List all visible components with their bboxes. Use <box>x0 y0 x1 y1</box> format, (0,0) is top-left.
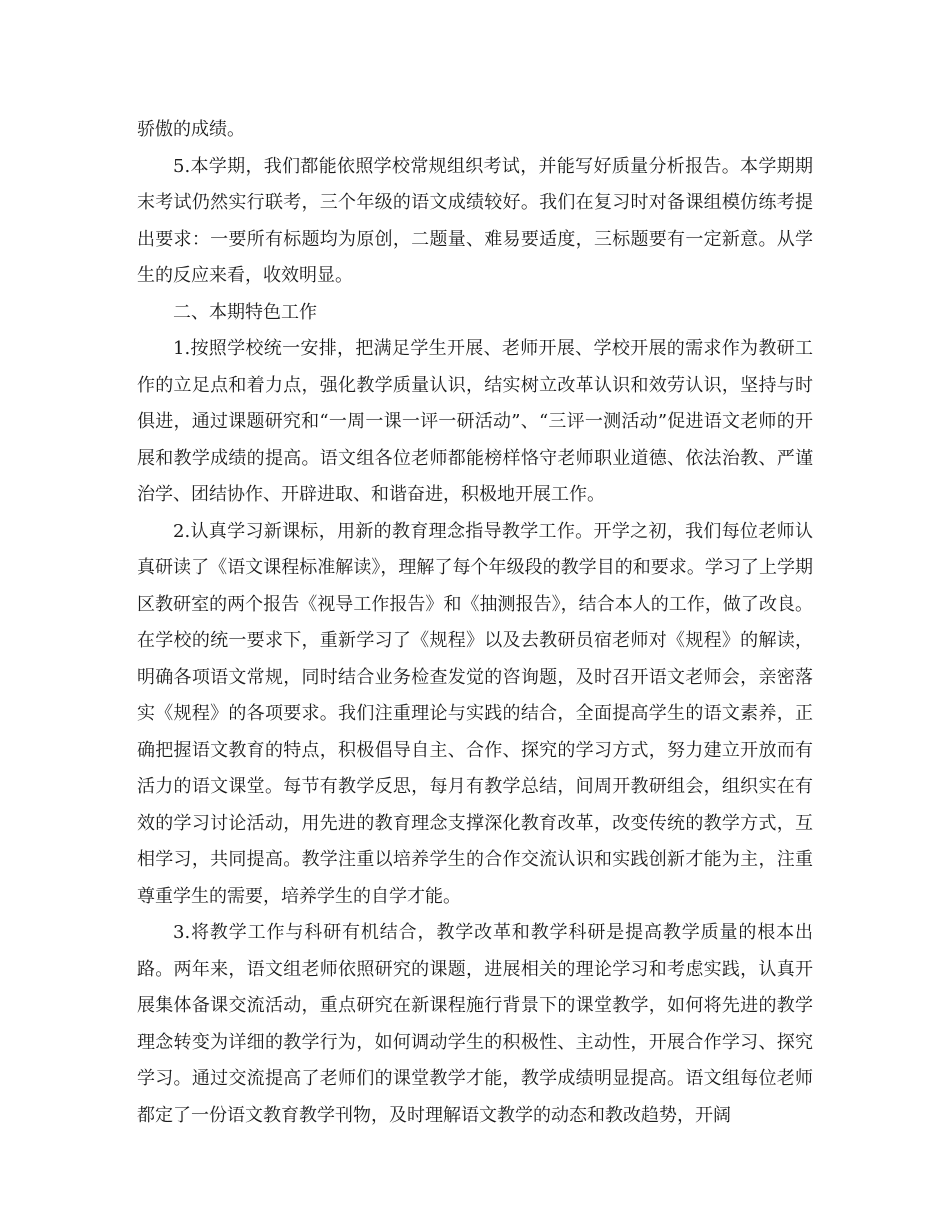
paragraph-exam-item-5: 5.本学期，我们都能依照学校常规组织考试，并能写好质量分析报告。本学期期末考试仍然实行联考，三个年级的语文成绩较好。我们在复习时对备课组模仿练考提出要求：一要所有标题均为原创，二题量、难易要适度，三标题要有一定新意。从学生的反应来看，收效明显。 <box>137 155 813 286</box>
paragraph-item-1: 1.按照学校统一安排，把满足学生开展、老师开展、学校开展的需求作为教研工作的立足点和着力点，强化教学质量认识，结实树立改革认识和效劳认识，坚持与时俱进，通过课题研究和“一周一课一评一研活动”、“三评一测活动”促进语文老师的开展和教学成绩的提高。语文组各位老师都能榜样恪守老师职业道德、依法治教、严谨治学、团结协作、开辟进取、和谐奋进，积极地开展工作。 <box>137 338 813 505</box>
paragraph-item-2: 2.认真学习新课标，用新的教育理念指导教学工作。开学之初，我们每位老师认真研读了《语文课程标准解读》，理解了每个年级段的教学目的和要求。学习了上学期区教研室的两个报告《视导工作报告》和《抽测报告》，结合本人的工作，做了改良。在学校的统一要求下，重新学习了《规程》以及去教研员宿老师对《规程》的解读，明确各项语文常规，同时结合业务检查发觉的咨询题，及时召开语文老师会，亲密落实《规程》的各项要求。我们注重理论与实践的结合，全面提高学生的语文素养，正确把握语文教育的特点，积极倡导自主、合作、探究的学习方式，努力建立开放而有活力的语文课堂。每节有教学反思，每月有教学总结，间周开教研组会，组织实在有效的学习讨论活动，用先进的教育理念支撑深化教育改革，改变传统的教学方式，互相学习，共同提高。教学注重以培养学生的合作交流认识和实践创新才能为主，注重尊重学生的需要，培养学生的自学才能。 <box>137 520 813 907</box>
document-body <box>137 112 813 1134</box>
paragraph-item-3: 3.将教学工作与科研有机结合，教学改革和教学科研是提高教学质量的根本出路。两年来，语文组老师依照研究的课题，进展相关的理论学习和考虑实践，认真开展集体备课交流活动，重点研究在新课程施行背景下的课堂教学，如何将先进的教学理念转变为详细的教学行为，如何调动学生的积极性、主动性，开展合作学习、探究学习。通过交流提高了老师们的课堂教学才能，教学成绩明显提高。语文组每位老师都定了一份语文教育教学刊物，及时理解语文教学的动态和教改趋势，开阔 <box>137 922 813 1126</box>
section-heading-special-work: 二、本期特色工作 <box>173 301 317 323</box>
paragraph-continuation: 骄傲的成绩。 <box>137 119 245 140</box>
